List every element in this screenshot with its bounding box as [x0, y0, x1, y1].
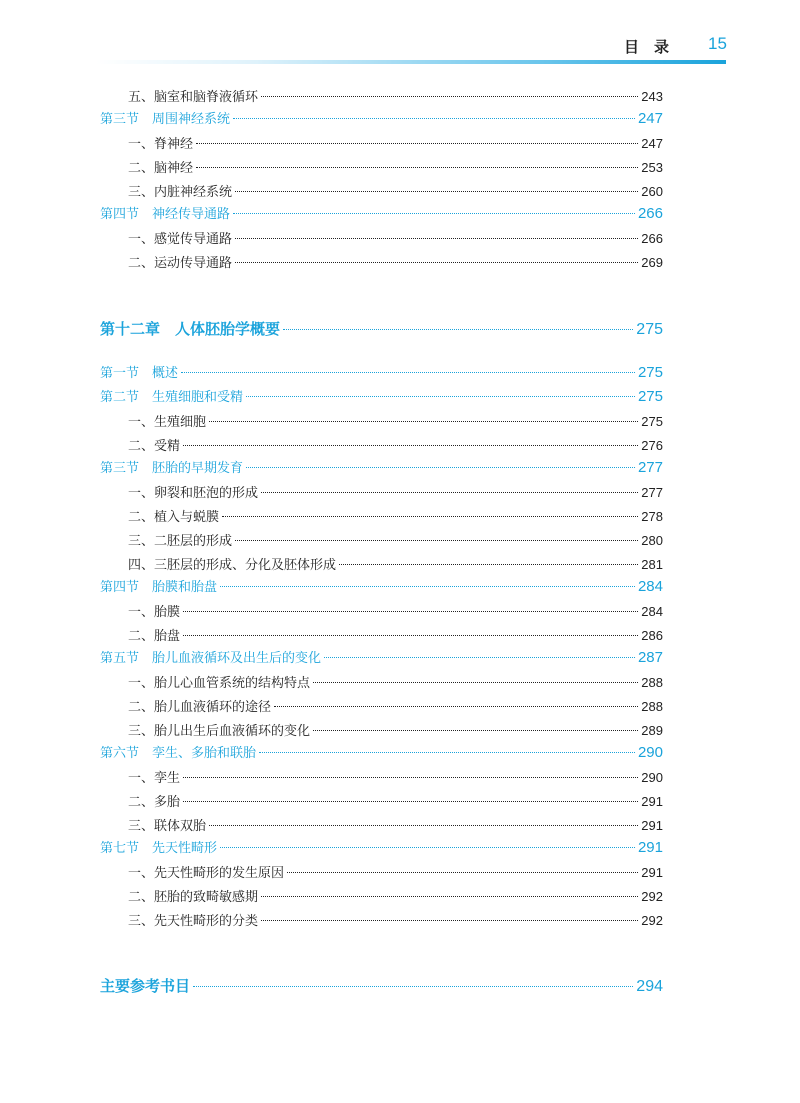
toc-entry-label: 一、感觉传导通路	[128, 232, 233, 247]
toc-entry	[128, 228, 663, 247]
toc-entry-label: 一、胎儿心血管系统的结构特点	[128, 676, 311, 691]
toc-entry	[128, 910, 663, 929]
toc-section	[100, 742, 663, 761]
toc-section-label: 第三节 胚胎的早期发育	[100, 461, 244, 476]
toc-section-page: 277	[637, 459, 663, 476]
toc-entry-page: 280	[641, 533, 663, 548]
toc-entry-label: 一、孪生	[128, 771, 181, 786]
toc-entry-label: 二、受精	[128, 439, 181, 454]
toc-entry-page: 288	[641, 675, 663, 690]
dot-leader	[246, 467, 635, 468]
toc-section-page: 290	[637, 744, 663, 761]
toc-entry-label: 三、联体双胎	[128, 819, 207, 834]
toc-section-label: 第四节 胎膜和胎盘	[100, 580, 218, 595]
toc-entry-page: 275	[641, 414, 663, 429]
dot-leader	[196, 143, 638, 144]
toc-entry-label: 四、三胚层的形成、分化及胚体形成	[128, 558, 337, 573]
toc-entry	[128, 696, 663, 715]
dot-leader	[313, 730, 638, 731]
toc-entry	[128, 767, 663, 786]
toc-entry	[128, 601, 663, 620]
page-number: 15	[708, 34, 727, 53]
toc-entry-page: 286	[641, 628, 663, 643]
toc-section	[100, 837, 663, 856]
toc-chapter	[100, 975, 663, 996]
toc-entry-label: 一、先天性畸形的发生原因	[128, 866, 285, 881]
toc-section-label: 第五节 胎儿血液循环及出生后的变化	[100, 651, 322, 666]
toc-chapter-label: 第十二章 人体胚胎学概要	[100, 320, 281, 338]
toc-entry-label: 一、生殖细胞	[128, 415, 207, 430]
dot-leader	[222, 516, 638, 517]
toc-entry-label: 二、脑神经	[128, 161, 194, 176]
toc-entry	[128, 133, 663, 152]
toc-entry-label: 三、先天性畸形的分类	[128, 914, 259, 929]
dot-leader	[193, 986, 633, 987]
toc-entry-label: 三、二胚层的形成	[128, 534, 233, 549]
toc-section-label: 第三节 周围神经系统	[100, 112, 231, 127]
toc-entry-page: 291	[641, 818, 663, 833]
toc-entry-label: 一、卵裂和胚泡的形成	[128, 486, 259, 501]
toc-entry-label: 二、多胎	[128, 795, 181, 810]
toc-section	[100, 457, 663, 476]
toc-entry-label: 二、胎盘	[128, 629, 181, 644]
toc-entry	[128, 435, 663, 454]
toc-entry-page: 269	[641, 255, 663, 270]
toc-entry-page: 291	[641, 794, 663, 809]
dot-leader	[220, 586, 635, 587]
toc-entry	[128, 862, 663, 881]
header-rule	[96, 60, 726, 64]
toc-section	[100, 647, 663, 666]
dot-leader	[274, 706, 638, 707]
page-header	[0, 36, 800, 64]
dot-leader	[287, 872, 638, 873]
dot-leader	[324, 657, 635, 658]
toc-entry-label: 三、内脏神经系统	[128, 185, 233, 200]
dot-leader	[233, 118, 635, 119]
toc-entry-label: 一、胎膜	[128, 605, 181, 620]
dot-leader	[183, 777, 638, 778]
toc-entry-label: 二、运动传导通路	[128, 256, 233, 271]
dot-leader	[235, 191, 638, 192]
dot-leader	[220, 847, 635, 848]
dot-leader	[235, 540, 638, 541]
dot-leader	[261, 492, 638, 493]
toc-section-page: 291	[637, 839, 663, 856]
toc-entry-label: 三、胎儿出生后血液循环的变化	[128, 724, 311, 739]
toc-entry-label: 五、脑室和脑脊液循环	[128, 90, 259, 105]
dot-leader	[261, 920, 638, 921]
toc-entry	[128, 672, 663, 691]
toc-section-page: 247	[637, 110, 663, 127]
toc-section	[100, 362, 663, 381]
toc-chapter-page: 294	[636, 978, 663, 995]
toc-chapter	[100, 318, 663, 339]
dot-leader	[261, 96, 638, 97]
toc-entry	[128, 815, 663, 834]
toc-entry-page: 266	[641, 231, 663, 246]
toc-section	[100, 203, 663, 222]
dot-leader	[183, 445, 638, 446]
toc-chapter-label: 主要参考书目	[100, 977, 191, 995]
toc-entry-page: 292	[641, 913, 663, 928]
toc-entry	[128, 625, 663, 644]
toc-entry-page: 288	[641, 699, 663, 714]
toc-entry-page: 277	[641, 485, 663, 500]
dot-leader	[261, 896, 638, 897]
toc-entry	[128, 791, 663, 810]
toc-entry-label: 一、脊神经	[128, 137, 194, 152]
toc-section-label: 第七节 先天性畸形	[100, 841, 218, 856]
toc-entry-page: 289	[641, 723, 663, 738]
toc-entry-label: 二、胎儿血液循环的途径	[128, 700, 272, 715]
dot-leader	[313, 682, 638, 683]
dot-leader	[246, 396, 635, 397]
dot-leader	[235, 262, 638, 263]
dot-leader	[259, 752, 635, 753]
toc-entry-label: 二、胚胎的致畸敏感期	[128, 890, 259, 905]
dot-leader	[196, 167, 638, 168]
toc-section-label: 第六节 孪生、多胎和联胎	[100, 746, 257, 761]
toc-section	[100, 108, 663, 127]
toc-section-page: 266	[637, 205, 663, 222]
toc-section	[100, 576, 663, 595]
toc-entry-page: 284	[641, 604, 663, 619]
dot-leader	[183, 635, 638, 636]
toc-entry-page: 291	[641, 865, 663, 880]
toc-entry	[128, 181, 663, 200]
toc-section-page: 287	[637, 649, 663, 666]
toc-section-label: 第二节 生殖细胞和受精	[100, 390, 244, 405]
dot-leader	[209, 421, 638, 422]
toc-section-label: 第四节 神经传导通路	[100, 207, 231, 222]
toc-entry-page: 243	[641, 89, 663, 104]
dot-leader	[181, 372, 635, 373]
header-title: 目 录	[624, 38, 670, 56]
toc-entry-page: 278	[641, 509, 663, 524]
toc-entry	[128, 482, 663, 501]
toc-entry-page: 260	[641, 184, 663, 199]
toc-entry	[128, 157, 663, 176]
dot-leader	[183, 801, 638, 802]
dot-leader	[339, 564, 638, 565]
toc-entry	[128, 554, 663, 573]
dot-leader	[209, 825, 638, 826]
toc-entry-page: 276	[641, 438, 663, 453]
toc-entry	[128, 252, 663, 271]
dot-leader	[235, 238, 638, 239]
toc-entry-page: 247	[641, 136, 663, 151]
toc-entry	[128, 86, 663, 105]
toc-entry-page: 292	[641, 889, 663, 904]
toc-entry-page: 253	[641, 160, 663, 175]
dot-leader	[183, 611, 638, 612]
toc-entry	[128, 720, 663, 739]
toc-entry-page: 281	[641, 557, 663, 572]
toc-entry	[128, 506, 663, 525]
toc-entry	[128, 530, 663, 549]
dot-leader	[283, 329, 633, 330]
toc-section	[100, 386, 663, 405]
toc-section-page: 275	[637, 388, 663, 405]
dot-leader	[233, 213, 635, 214]
toc-entry	[128, 411, 663, 430]
toc-entry-label: 二、植入与蜕膜	[128, 510, 220, 525]
toc-chapter-page: 275	[636, 321, 663, 338]
toc-entry	[128, 886, 663, 905]
toc-section-page: 284	[637, 578, 663, 595]
toc-section-page: 275	[637, 364, 663, 381]
toc-entry-page: 290	[641, 770, 663, 785]
toc-section-label: 第一节 概述	[100, 366, 179, 381]
